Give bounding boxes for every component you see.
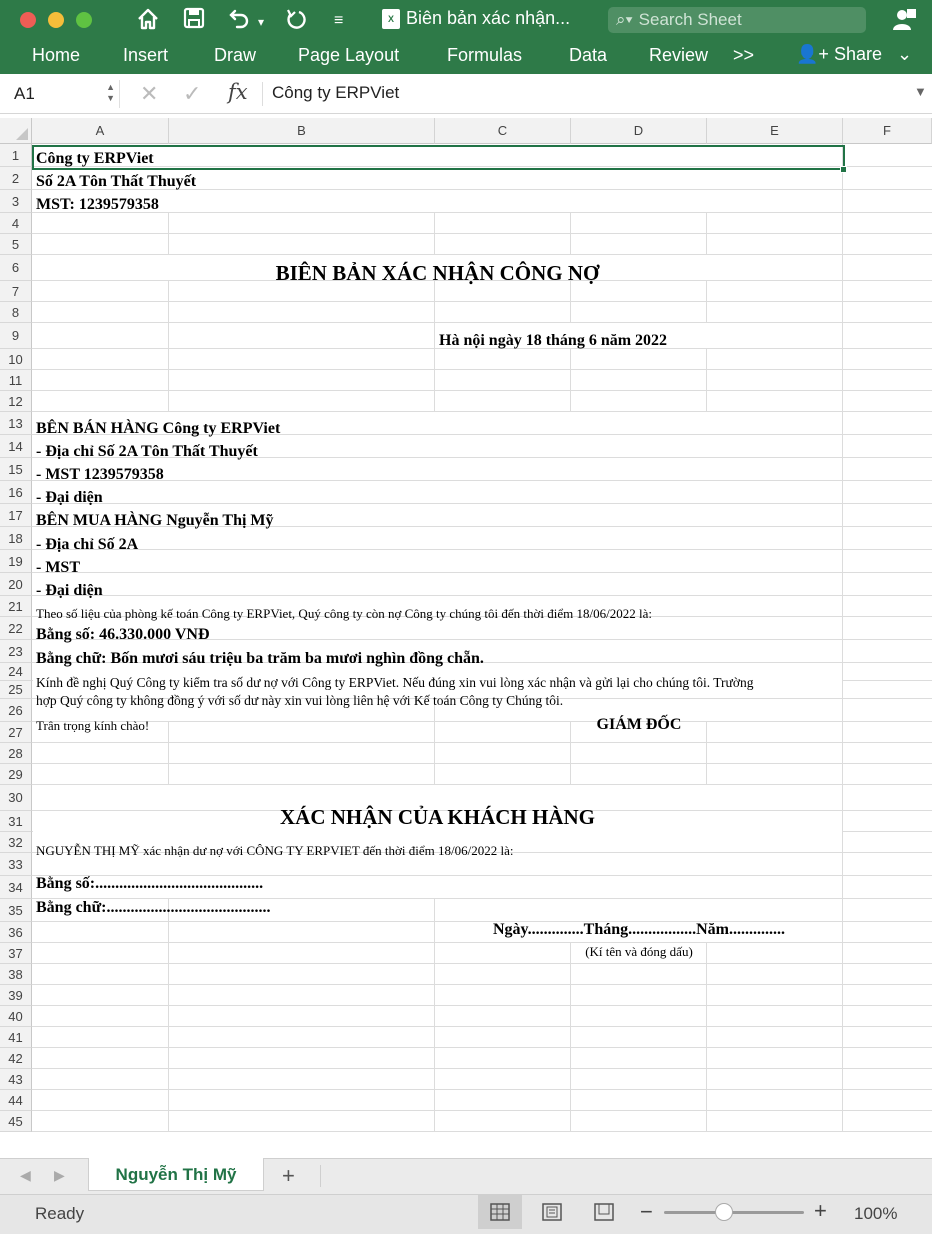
column-header-f[interactable]: F — [843, 118, 932, 144]
row-header[interactable]: 12 — [0, 391, 32, 412]
column-gridline — [434, 1090, 435, 1111]
undo-dropdown-icon[interactable]: ▾ — [258, 15, 265, 29]
select-all-icon — [16, 128, 28, 140]
cell-a3[interactable]: MST: 1239579358 — [36, 196, 159, 213]
cell-date[interactable]: Hà nội ngày 18 tháng 6 năm 2022 — [439, 332, 668, 349]
column-gridline — [434, 213, 435, 234]
row-gridline — [32, 301, 932, 302]
column-header-c[interactable]: C — [435, 118, 571, 144]
title-bar — [0, 0, 932, 40]
row-header[interactable]: 42 — [0, 1048, 32, 1069]
row-header[interactable]: 24 — [0, 663, 32, 681]
column-gridline — [842, 1027, 843, 1048]
worksheet-grid[interactable] — [0, 118, 932, 1158]
column-gridline — [842, 640, 843, 663]
previous-sheet-icon[interactable]: ◀ — [20, 1167, 31, 1183]
column-gridline — [570, 1048, 571, 1069]
column-gridline — [842, 596, 843, 617]
row-header[interactable]: 11 — [0, 370, 32, 391]
row-gridline — [32, 763, 932, 764]
undo-icon[interactable] — [228, 7, 254, 34]
row-gridline — [32, 742, 932, 743]
tab-page-layout[interactable]: Page Layout — [298, 45, 400, 65]
column-gridline — [706, 1090, 707, 1111]
column-gridline — [842, 1069, 843, 1090]
row-header[interactable]: 16 — [0, 481, 32, 504]
column-gridline — [570, 349, 571, 370]
customize-toolbar-icon[interactable]: ≡ — [334, 12, 344, 29]
cell-a25[interactable]: hợp Quý công ty không đồng ý với số dư này xin vui lòng liên hệ với Kế toán Công ty Chúng tôi. — [36, 693, 564, 708]
tab-draw[interactable]: Draw — [214, 45, 257, 65]
column-gridline — [842, 1006, 843, 1027]
tab-data[interactable]: Data — [569, 45, 608, 65]
selected-cell-a1[interactable] — [32, 145, 845, 170]
row-header[interactable]: 20 — [0, 573, 32, 596]
column-gridline — [434, 391, 435, 412]
cell-title[interactable]: BIÊN BẢN XÁC NHẬN CÔNG NỢ — [275, 261, 600, 285]
row-header[interactable]: 38 — [0, 964, 32, 985]
excel-file-icon: X — [382, 9, 400, 29]
column-gridline — [168, 722, 169, 743]
column-gridline — [706, 1006, 707, 1027]
column-gridline — [434, 985, 435, 1006]
column-gridline — [168, 1090, 169, 1111]
row-header[interactable]: 25 — [0, 681, 32, 699]
column-gridline — [168, 234, 169, 255]
row-header[interactable]: 41 — [0, 1027, 32, 1048]
column-gridline — [434, 964, 435, 985]
status-bar — [0, 1194, 932, 1234]
column-gridline — [706, 1027, 707, 1048]
cell-date-blank[interactable]: Ngày..............Tháng.................Năm.............. — [492, 921, 786, 938]
cell-a33[interactable]: Bằng số:.......................................... — [36, 875, 264, 892]
column-gridline — [842, 964, 843, 985]
cell-a20[interactable]: - Đại diện — [36, 582, 103, 599]
column-gridline — [168, 743, 169, 764]
column-gridline — [570, 302, 571, 323]
column-gridline — [570, 1027, 571, 1048]
next-sheet-icon[interactable]: ▶ — [54, 1167, 65, 1183]
column-gridline — [434, 899, 435, 922]
column-gridline — [570, 743, 571, 764]
column-gridline — [570, 213, 571, 234]
confirm-entry-icon[interactable]: ✓ — [183, 81, 202, 106]
column-gridline — [168, 302, 169, 323]
column-gridline — [570, 234, 571, 255]
account-icon[interactable] — [890, 6, 918, 34]
zoom-slider[interactable] — [664, 1211, 804, 1214]
home-icon[interactable] — [136, 7, 160, 36]
row-header[interactable]: 7 — [0, 281, 32, 302]
cell-a14[interactable]: - Địa chỉ Số 2A Tôn Thất Thuyết — [36, 443, 258, 460]
row-header[interactable]: 29 — [0, 764, 32, 785]
row-header[interactable]: 4 — [0, 213, 32, 234]
row-gridline — [32, 549, 932, 550]
column-gridline — [168, 370, 169, 391]
cell-a2[interactable]: Số 2A Tôn Thất Thuyết — [36, 173, 197, 190]
column-gridline — [842, 853, 843, 876]
row-gridline — [32, 784, 932, 785]
column-gridline — [842, 302, 843, 323]
column-gridline — [570, 1111, 571, 1132]
cell-customer-title[interactable]: XÁC NHẬN CỦA KHÁCH HÀNG — [280, 805, 595, 829]
row-header[interactable]: 23 — [0, 640, 32, 663]
tab-review[interactable]: Review — [649, 45, 709, 65]
column-gridline — [434, 743, 435, 764]
column-gridline — [842, 412, 843, 435]
column-gridline — [570, 370, 571, 391]
tab-insert[interactable]: Insert — [123, 45, 169, 65]
page-break-icon — [594, 1203, 614, 1221]
column-gridline — [434, 1069, 435, 1090]
page-break-view-button[interactable] — [582, 1195, 626, 1229]
row-header[interactable]: 35 — [0, 899, 32, 922]
cell-signature-note[interactable]: (Kí tên và đóng dấu) — [585, 944, 693, 959]
cell-a13[interactable]: BÊN BÁN HÀNG Công ty ERPViet — [36, 420, 281, 437]
row-gridline — [32, 942, 932, 943]
row-gridline — [32, 1047, 932, 1048]
column-gridline — [168, 943, 169, 964]
column-gridline — [842, 876, 843, 899]
column-gridline — [706, 1048, 707, 1069]
column-gridline — [706, 964, 707, 985]
row-header[interactable]: 8 — [0, 302, 32, 323]
row-header[interactable]: 10 — [0, 349, 32, 370]
column-gridline — [842, 681, 843, 699]
row-header[interactable]: 28 — [0, 743, 32, 764]
row-gridline — [32, 1131, 932, 1132]
column-gridline — [434, 349, 435, 370]
row-gridline — [32, 503, 932, 504]
normal-view-button[interactable] — [478, 1195, 522, 1229]
column-gridline — [570, 964, 571, 985]
column-gridline — [168, 323, 169, 349]
search-sheet-input[interactable]: ⌕▾ Search Sheet — [608, 7, 866, 33]
ribbon-tabs — [0, 40, 932, 74]
row-header[interactable]: 13 — [0, 412, 32, 435]
column-gridline — [706, 302, 707, 323]
zoom-level[interactable]: 100% — [854, 1204, 898, 1223]
add-sheet-button[interactable]: + — [282, 1163, 295, 1188]
row-header[interactable]: 14 — [0, 435, 32, 458]
cell-a18[interactable]: - Địa chỉ Số 2A — [36, 536, 139, 553]
row-header[interactable]: 32 — [0, 832, 32, 853]
column-gridline — [434, 764, 435, 785]
cell-a34[interactable]: Bằng chữ:......................................... — [36, 899, 271, 916]
cell-a15[interactable]: - MST 1239579358 — [36, 466, 164, 483]
column-gridline — [842, 617, 843, 640]
tab-formulas[interactable]: Formulas — [447, 45, 523, 65]
column-gridline — [168, 764, 169, 785]
cell-a17[interactable]: BÊN MUA HÀNG Nguyễn Thị Mỹ — [36, 512, 274, 529]
row-gridline — [32, 233, 932, 234]
row-header[interactable]: 33 — [0, 853, 32, 876]
column-gridline — [842, 504, 843, 527]
row-header[interactable]: 18 — [0, 527, 32, 550]
column-gridline — [842, 458, 843, 481]
row-header[interactable]: 3 — [0, 190, 32, 213]
column-gridline — [842, 527, 843, 550]
expand-formula-bar-icon[interactable]: ▼ — [914, 84, 927, 99]
column-gridline — [168, 985, 169, 1006]
column-gridline — [842, 323, 843, 349]
column-gridline — [434, 370, 435, 391]
column-gridline — [706, 764, 707, 785]
column-header-d[interactable]: D — [571, 118, 707, 144]
column-header-a[interactable]: A — [32, 118, 169, 144]
column-gridline — [570, 1069, 571, 1090]
cell-a22[interactable]: Bằng số: 46.330.000 VNĐ — [36, 626, 210, 643]
zoom-out-button[interactable]: − — [640, 1199, 653, 1224]
name-box[interactable]: A1 ▲ ▼ — [4, 80, 120, 108]
column-gridline — [168, 349, 169, 370]
column-gridline — [168, 1111, 169, 1132]
column-gridline — [842, 1111, 843, 1132]
search-icon: ⌕▾ — [616, 10, 633, 29]
column-gridline — [842, 663, 843, 681]
row-gridline — [32, 212, 932, 213]
row-gridline — [32, 1026, 932, 1027]
cell-a23[interactable]: Bằng chữ: Bốn mươi sáu triệu ba trăm ba mươi nghìn đồng chẵn. — [36, 650, 484, 667]
column-gridline — [842, 435, 843, 458]
tab-separator — [320, 1165, 321, 1187]
row-header[interactable]: 19 — [0, 550, 32, 573]
row-header[interactable]: 44 — [0, 1090, 32, 1111]
column-gridline — [842, 550, 843, 573]
formula-input[interactable]: Công ty ERPViet — [272, 83, 400, 102]
row-gridline — [32, 1089, 932, 1090]
page-layout-icon — [542, 1203, 562, 1221]
column-gridline — [570, 764, 571, 785]
column-gridline — [570, 1090, 571, 1111]
name-box-stepper-icon[interactable]: ▲ ▼ — [106, 82, 115, 103]
column-gridline — [168, 922, 169, 943]
column-header-e[interactable]: E — [707, 118, 843, 144]
sheet-tab-bar — [0, 1158, 932, 1194]
insert-function-button[interactable]: fx — [228, 80, 248, 104]
select-all-button[interactable] — [0, 118, 32, 144]
row-gridline — [32, 322, 932, 323]
row-header[interactable]: 36 — [0, 922, 32, 943]
minimize-window-button[interactable] — [48, 12, 64, 28]
row-gridline — [32, 480, 932, 481]
column-gridline — [706, 985, 707, 1006]
row-header[interactable]: 15 — [0, 458, 32, 481]
formula-separator — [262, 82, 263, 106]
document-title: X Biên bản xác nhận... — [382, 8, 570, 29]
row-gridline — [32, 369, 932, 370]
column-gridline — [570, 985, 571, 1006]
cell-a16[interactable]: - Đại diện — [36, 489, 103, 506]
column-gridline — [842, 743, 843, 764]
column-gridline — [842, 899, 843, 922]
cell-a1[interactable]: Công ty ERPViet — [36, 150, 154, 167]
row-gridline — [32, 411, 932, 412]
column-gridline — [434, 1048, 435, 1069]
column-gridline — [434, 302, 435, 323]
row-gridline — [32, 1110, 932, 1111]
column-gridline — [842, 481, 843, 504]
row-header[interactable]: 2 — [0, 167, 32, 190]
cell-director[interactable]: GIÁM ĐỐC — [596, 716, 682, 733]
column-gridline — [706, 1111, 707, 1132]
close-window-button[interactable] — [20, 12, 36, 28]
column-gridline — [842, 190, 843, 213]
save-icon[interactable] — [183, 7, 205, 34]
column-gridline — [842, 832, 843, 853]
column-gridline — [168, 1006, 169, 1027]
cell-a21[interactable]: Theo số liệu của phòng kế toán Công ty ERPViet, Quý công ty còn nợ Công ty chúng tôi đến thời điểm 18/06/2022 là: — [36, 606, 652, 621]
column-gridline — [168, 213, 169, 234]
row-header[interactable]: 30 — [0, 785, 32, 811]
cell-a26[interactable]: Trân trọng kính chào! — [36, 718, 150, 733]
column-gridline — [842, 370, 843, 391]
column-gridline — [706, 743, 707, 764]
cell-a24[interactable]: Kính đề nghị Quý Công ty kiểm tra số dư nợ với Công ty ERPViet. Nếu đúng xin vui lòng xác nhận và gửi lại cho chúng tôi. Trường — [36, 675, 754, 690]
column-gridline — [706, 391, 707, 412]
column-gridline — [168, 1069, 169, 1090]
row-gridline — [32, 595, 932, 596]
formula-bar — [0, 74, 932, 114]
column-gridline — [434, 1111, 435, 1132]
share-button[interactable]: 👤+ Share ⌄ — [796, 44, 913, 64]
row-gridline — [32, 254, 932, 255]
column-gridline — [706, 234, 707, 255]
row-gridline — [32, 1005, 932, 1006]
row-header[interactable]: 45 — [0, 1111, 32, 1132]
more-tabs-button[interactable]: >> — [733, 45, 755, 65]
column-gridline — [842, 213, 843, 234]
row-header[interactable]: 26 — [0, 699, 32, 722]
column-gridline — [706, 1069, 707, 1090]
row-header[interactable]: 40 — [0, 1006, 32, 1027]
sheet-tab-active[interactable]: Nguyễn Thị Mỹ — [88, 1158, 264, 1191]
row-header[interactable]: 1 — [0, 144, 32, 167]
column-gridline — [168, 1048, 169, 1069]
row-header[interactable]: 17 — [0, 504, 32, 527]
column-gridline — [842, 1090, 843, 1111]
column-gridline — [706, 370, 707, 391]
merged-cell-mask — [33, 831, 842, 832]
column-gridline — [842, 234, 843, 255]
zoom-in-button[interactable]: + — [814, 1198, 827, 1223]
column-gridline — [168, 391, 169, 412]
column-gridline — [570, 1006, 571, 1027]
chevron-down-icon: ⌄ — [897, 44, 913, 64]
redo-icon[interactable] — [284, 7, 308, 36]
row-gridline — [32, 1068, 932, 1069]
grid-view-icon — [490, 1203, 510, 1221]
column-gridline — [434, 323, 435, 349]
zoom-slider-thumb[interactable] — [715, 1203, 733, 1221]
column-gridline — [434, 1027, 435, 1048]
maximize-window-button[interactable] — [76, 12, 92, 28]
column-gridline — [842, 1048, 843, 1069]
cancel-entry-icon[interactable]: ✕ — [140, 81, 159, 106]
row-header[interactable]: 34 — [0, 876, 32, 899]
row-header[interactable]: 27 — [0, 722, 32, 743]
column-gridline — [434, 234, 435, 255]
row-header[interactable]: 9 — [0, 323, 32, 349]
row-header[interactable]: 5 — [0, 234, 32, 255]
row-header[interactable]: 31 — [0, 811, 32, 832]
row-header[interactable]: 37 — [0, 943, 32, 964]
row-gridline — [32, 390, 932, 391]
row-header[interactable]: 43 — [0, 1069, 32, 1090]
row-header[interactable]: 6 — [0, 255, 32, 281]
page-layout-view-button[interactable] — [530, 1195, 574, 1229]
row-header[interactable]: 22 — [0, 617, 32, 640]
column-gridline — [842, 764, 843, 785]
cell-a19[interactable]: - MST — [36, 559, 80, 576]
column-gridline — [842, 985, 843, 1006]
row-header[interactable]: 39 — [0, 985, 32, 1006]
column-header-b[interactable]: B — [169, 118, 435, 144]
column-gridline — [434, 1006, 435, 1027]
column-gridline — [168, 1027, 169, 1048]
add-person-icon: 👤+ — [796, 44, 829, 64]
column-gridline — [706, 349, 707, 370]
column-gridline — [842, 573, 843, 596]
column-gridline — [842, 349, 843, 370]
fill-handle[interactable] — [840, 166, 847, 173]
row-gridline — [32, 572, 932, 573]
column-gridline — [570, 391, 571, 412]
status-text: Ready — [35, 1204, 85, 1223]
column-gridline — [706, 213, 707, 234]
column-gridline — [168, 964, 169, 985]
cell-a31[interactable]: NGUYỄN THỊ MỸ xác nhận dư nợ với CÔNG TY ERPVIET đến thời điểm 18/06/2022 là: — [36, 843, 514, 858]
row-header[interactable]: 21 — [0, 596, 32, 617]
row-gridline — [32, 984, 932, 985]
row-gridline — [32, 963, 932, 964]
tab-home[interactable]: Home — [32, 45, 81, 65]
column-gridline — [842, 391, 843, 412]
